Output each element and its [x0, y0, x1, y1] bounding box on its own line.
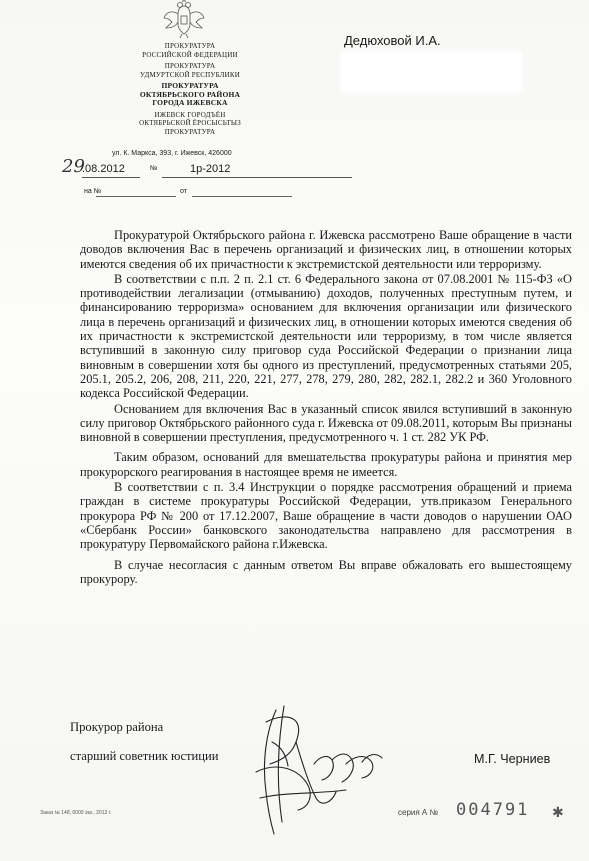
signatory-title: Прокурор района [70, 720, 164, 734]
series-label: серия А № [398, 808, 439, 817]
russian-coat-of-arms-icon [160, 0, 208, 40]
org-line: ГОРОДА ИЖЕВСКА [152, 98, 228, 107]
org-line: ПРОКУРАТУРА [164, 42, 216, 50]
letter-date: .08.2012 [82, 163, 125, 175]
org-line: УДМУРТСКОЙ РЕСПУБЛИКИ [140, 70, 240, 79]
org-line: ПРОКУРАТУРА [161, 81, 219, 90]
org-line: ОКТЯБРЬСКОГО РАЙОНА [139, 89, 241, 99]
on-number-label: на № [84, 188, 102, 195]
serial-number: 004791 [456, 800, 530, 820]
paragraph: В соответствии с п.п. 2 п. 2.1 ст. 6 Федерального закона от 07.08.2001 № 115-ФЗ «О противодействии легализации (отмыванию) доходов, полученных преступным путем, и финансированию терроризма» основанием для включения организации или физического лица в перечень организаций и физических лиц, в отношении которых имеются сведения об их причастности к экстремистской деятельности или терроризму, в том числе является вступивший в законную силу приговор суда Российской Федерации о признании лица виновным в совершении хотя бы одного из преступлений, предусмотренных статьями 205, 205.1, 205.2, 206, 208, 211, 220, 221, 277, 278, 279, 280, 282, 282.1, 282.2 и 360 Уголовного кодекса Российской Федерации. [80, 271, 572, 401]
signatory-name: М.Г. Черниев [474, 752, 551, 766]
signatory-rank: старший советник юстиции [70, 749, 219, 763]
org-line: РОССИЙСКОЙ ФЕДЕРАЦИИ [142, 50, 238, 59]
paragraph: В соответствии с п. 3.4 Инструкции о порядке рассмотрения обращений и приема граждан в системе прокуратуры Российской Федерации, утв.приказом Генерального прокурора РФ № 200 от 17.12.2007, Ваше обращение в части доводов о нарушении ОАО «Сбербанк России» банковского законодательства направлено для рассмотрения в прокуратуру Первомайского района г.Ижевска. [80, 480, 572, 552]
letter-number: 1р-2012 [190, 163, 231, 175]
reference-line [84, 188, 294, 202]
date-number-line [62, 156, 292, 182]
paragraph: Основанием для включения Вас в указанный список явился вступивший в законную силу приговор Октябрьского районного суда г. Ижевска от 09.08.2011, которым Вы признаны виновной в совершении преступления, предусмотренного ч. 1 ст. 282 УК РФ. [80, 401, 572, 445]
from-label: от [180, 188, 187, 195]
paragraph: В случае несогласия с данным ответом Вы вправе обжаловать его вышестоящему прокурору. [80, 557, 572, 586]
paragraph: Таким образом, оснований для вмешательства прокуратуры района и принятия мер прокурорского реагирования в настоящее время не имеется. [80, 450, 572, 479]
org-line: ПРОКУРАТУРА [164, 62, 216, 70]
redacted-address [342, 53, 520, 91]
sender-header [110, 42, 270, 136]
star-mark: ✱ [552, 806, 564, 821]
org-line: ИЖЕВСК ГОРОДЪЁН [154, 110, 226, 119]
org-line: ОКТЯБРЬСКОЙ ЁРОСЫСЬТЫЗ [139, 119, 241, 127]
handwritten-day: 29 [62, 156, 85, 177]
sender-address: ул. К. Маркса, 393, г. Ижевск, 426000 [112, 150, 232, 157]
recipient-name: Дедюховой И.А. [344, 33, 441, 48]
number-label: № [150, 165, 158, 172]
print-info: Заказ № 148, 6000 экз., 2012 г. [40, 810, 112, 816]
paragraph: Прокуратурой Октябрьского района г. Ижевска рассмотрено Ваше обращение в части доводов включения Вас в перечень организаций и физических лиц, в отношении которых имеются сведения об их причастности к экстремистской деятельности или терроризму. [80, 228, 572, 271]
handwritten-signature-icon [236, 702, 386, 842]
org-line: ПРОКУРАТУРА [164, 127, 216, 136]
letter-body [80, 228, 572, 586]
